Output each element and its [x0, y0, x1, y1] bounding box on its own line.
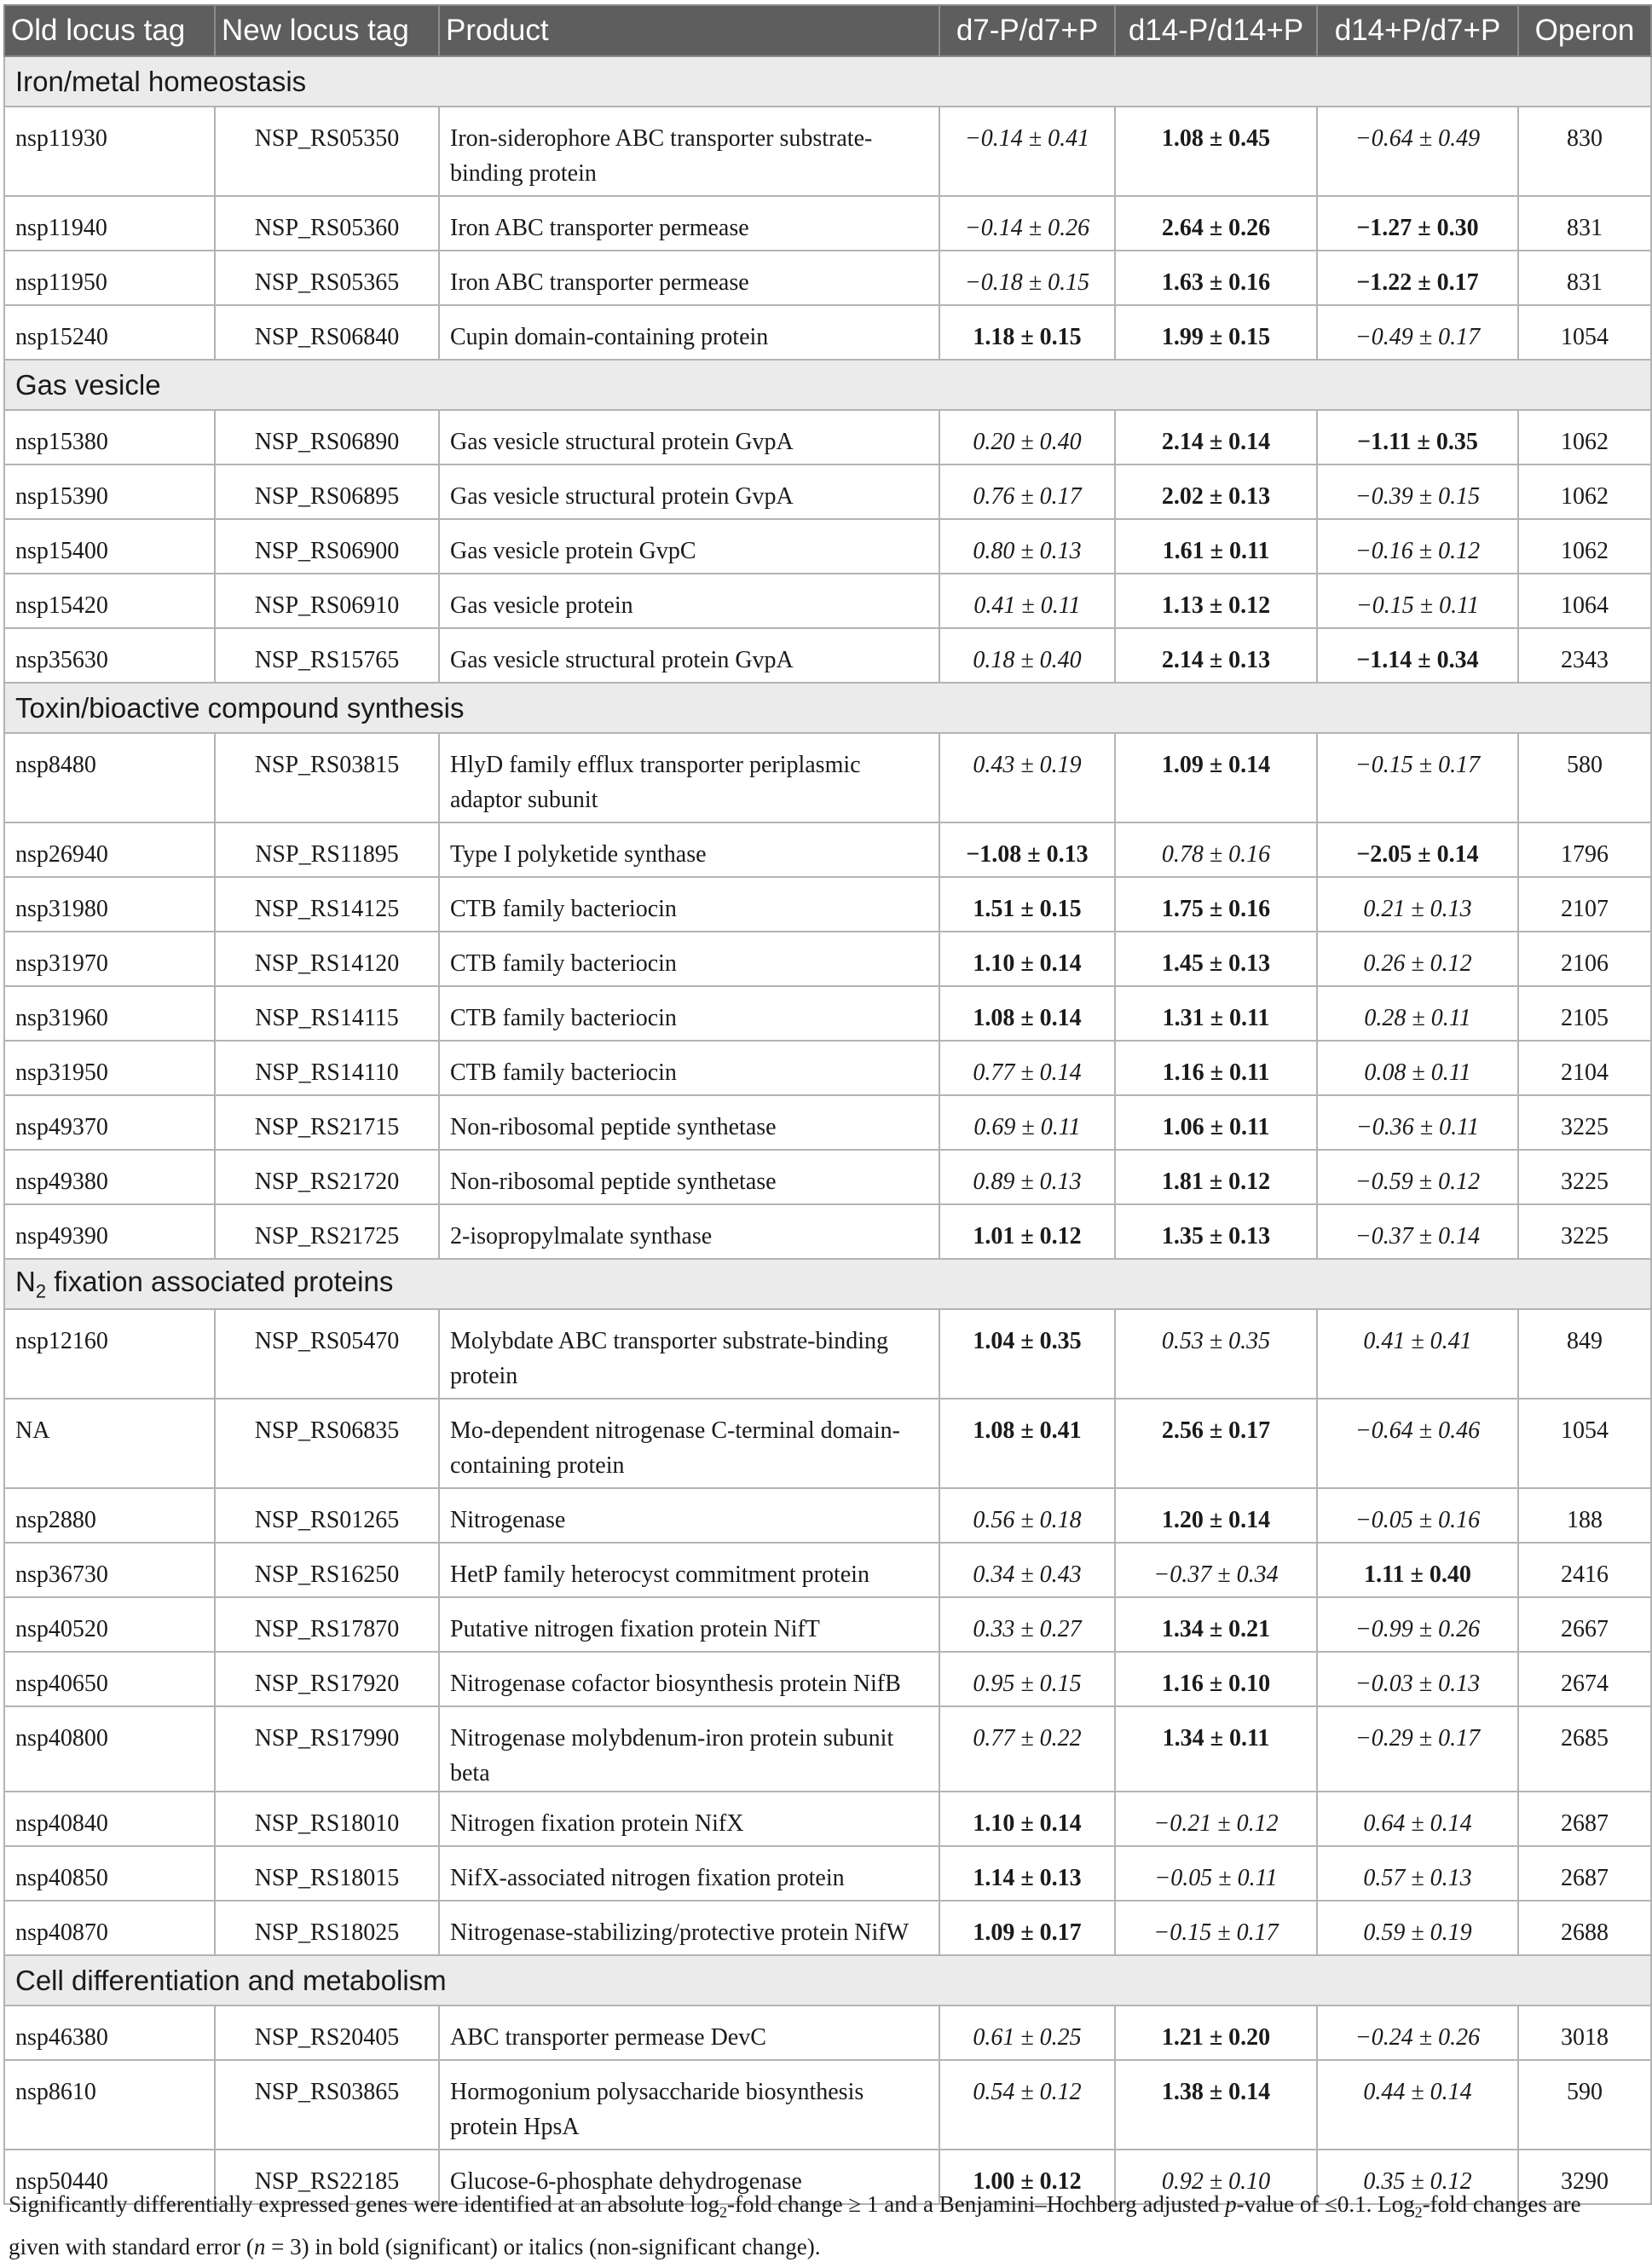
product-cell: Gas vesicle protein — [439, 574, 939, 628]
old-locus-tag-cell: nsp2880 — [4, 1488, 215, 1543]
d7-value-cell: 1.08 ± 0.14 — [939, 986, 1115, 1041]
d14-d7-value-cell: 0.28 ± 0.11 — [1317, 986, 1518, 1041]
table-row — [4, 1204, 1651, 1259]
product-cell: CTB family bacteriocin — [439, 986, 939, 1041]
d14-value-cell: 2.56 ± 0.17 — [1115, 1399, 1317, 1488]
d14-value-cell: 1.34 ± 0.21 — [1115, 1597, 1317, 1652]
product-cell: Type I polyketide synthase — [439, 822, 939, 877]
section-title-text: Cell differentiation and metabolism — [15, 1964, 447, 1996]
d14-value-cell: 1.38 ± 0.14 — [1115, 2060, 1317, 2150]
old-locus-tag-cell: nsp31960 — [4, 986, 215, 1041]
header-d14-vs-d7: d14+P/d7+P — [1317, 5, 1518, 56]
d14-d7-value-cell: −0.99 ± 0.26 — [1317, 1597, 1518, 1652]
product-cell: Non-ribosomal peptide synthetase — [439, 1095, 939, 1150]
operon-cell: 3225 — [1518, 1095, 1651, 1150]
d14-d7-value-cell: 0.44 ± 0.14 — [1317, 2060, 1518, 2150]
d14-d7-value-cell: −0.39 ± 0.15 — [1317, 465, 1518, 519]
old-locus-tag-cell: nsp8610 — [4, 2060, 215, 2150]
d14-d7-value-cell: −0.64 ± 0.49 — [1317, 107, 1518, 196]
d7-value-cell: −0.14 ± 0.41 — [939, 107, 1115, 196]
old-locus-tag-cell: nsp31970 — [4, 932, 215, 986]
d14-value-cell: 1.99 ± 0.15 — [1115, 305, 1317, 360]
operon-cell: 1054 — [1518, 1399, 1651, 1488]
d7-value-cell: −0.14 ± 0.26 — [939, 196, 1115, 251]
old-locus-tag-cell: nsp31950 — [4, 1041, 215, 1095]
section-row — [4, 360, 1651, 410]
new-locus-tag-cell: NSP_RS06835 — [215, 1399, 439, 1488]
operon-cell: 2343 — [1518, 628, 1651, 683]
new-locus-tag-cell: NSP_RS21715 — [215, 1095, 439, 1150]
table-row — [4, 1901, 1651, 1955]
d7-value-cell: 1.18 ± 0.15 — [939, 305, 1115, 360]
d14-value-cell: 2.14 ± 0.13 — [1115, 628, 1317, 683]
operon-cell: 1062 — [1518, 465, 1651, 519]
old-locus-tag-cell: nsp12160 — [4, 1309, 215, 1399]
operon-cell: 3225 — [1518, 1204, 1651, 1259]
d14-value-cell: −0.21 ± 0.12 — [1115, 1792, 1317, 1846]
operon-cell: 2667 — [1518, 1597, 1651, 1652]
footnote-subscript: 2 — [719, 2203, 727, 2221]
d14-d7-value-cell: 0.35 ± 0.12 — [1317, 2150, 1518, 2204]
d7-value-cell: 1.14 ± 0.13 — [939, 1846, 1115, 1901]
d7-value-cell: 0.80 ± 0.13 — [939, 519, 1115, 574]
d7-value-cell: 1.04 ± 0.35 — [939, 1309, 1115, 1399]
operon-cell: 830 — [1518, 107, 1651, 196]
d14-d7-value-cell: −1.22 ± 0.17 — [1317, 251, 1518, 305]
new-locus-tag-cell: NSP_RS03865 — [215, 2060, 439, 2150]
new-locus-tag-cell: NSP_RS18010 — [215, 1792, 439, 1846]
table-row — [4, 574, 1651, 628]
section-title — [4, 683, 1651, 733]
operon-cell: 3018 — [1518, 2005, 1651, 2060]
d14-value-cell: 1.09 ± 0.14 — [1115, 733, 1317, 822]
product-cell: Nitrogenase-stabilizing/protective protein NifW — [439, 1901, 939, 1955]
table-row — [4, 1399, 1651, 1488]
d14-d7-value-cell: 0.26 ± 0.12 — [1317, 932, 1518, 986]
product-cell: Nitrogenase molybdenum-iron protein subunit beta — [439, 1706, 939, 1792]
product-cell: Hormogonium polysaccharide biosynthesis protein HpsA — [439, 2060, 939, 2150]
d14-value-cell: −0.15 ± 0.17 — [1115, 1901, 1317, 1955]
table-row — [4, 733, 1651, 822]
d7-value-cell: 0.41 ± 0.11 — [939, 574, 1115, 628]
product-cell: Iron-siderophore ABC transporter substrate-binding protein — [439, 107, 939, 196]
d7-value-cell: 1.00 ± 0.12 — [939, 2150, 1115, 2204]
table-row — [4, 1095, 1651, 1150]
product-cell: CTB family bacteriocin — [439, 877, 939, 932]
old-locus-tag-cell: nsp49370 — [4, 1095, 215, 1150]
d14-value-cell: 1.06 ± 0.11 — [1115, 1095, 1317, 1150]
d7-value-cell: 0.77 ± 0.14 — [939, 1041, 1115, 1095]
d14-value-cell: 0.53 ± 0.35 — [1115, 1309, 1317, 1399]
d14-d7-value-cell: −0.49 ± 0.17 — [1317, 305, 1518, 360]
product-cell: Nitrogenase cofactor biosynthesis protein NifB — [439, 1652, 939, 1706]
product-cell: HetP family heterocyst commitment protein — [439, 1543, 939, 1597]
old-locus-tag-cell: nsp40650 — [4, 1652, 215, 1706]
d14-d7-value-cell: 0.59 ± 0.19 — [1317, 1901, 1518, 1955]
product-cell: HlyD family efflux transporter periplasmic adaptor subunit — [439, 733, 939, 822]
header-d7: d7-P/d7+P — [939, 5, 1115, 56]
product-cell: Gas vesicle structural protein GvpA — [439, 465, 939, 519]
product-cell: Iron ABC transporter permease — [439, 196, 939, 251]
operon-cell: 1062 — [1518, 519, 1651, 574]
d7-value-cell: 1.51 ± 0.15 — [939, 877, 1115, 932]
old-locus-tag-cell: nsp40870 — [4, 1901, 215, 1955]
old-locus-tag-cell: nsp49390 — [4, 1204, 215, 1259]
old-locus-tag-cell: nsp40800 — [4, 1706, 215, 1792]
d14-d7-value-cell: −1.14 ± 0.34 — [1317, 628, 1518, 683]
product-cell: Mo-dependent nitrogenase C-terminal domain-containing protein — [439, 1399, 939, 1488]
d7-value-cell: 1.09 ± 0.17 — [939, 1901, 1115, 1955]
table-row — [4, 305, 1651, 360]
section-title-text: Toxin/bioactive compound synthesis — [15, 691, 465, 724]
table-row — [4, 1652, 1651, 1706]
product-cell: Nitrogenase — [439, 1488, 939, 1543]
d14-value-cell: 2.64 ± 0.26 — [1115, 196, 1317, 251]
d14-d7-value-cell: −0.24 ± 0.26 — [1317, 2005, 1518, 2060]
old-locus-tag-cell: nsp26940 — [4, 822, 215, 877]
old-locus-tag-cell: nsp15380 — [4, 410, 215, 465]
table-footnote — [9, 2187, 1637, 2265]
new-locus-tag-cell: NSP_RS05360 — [215, 196, 439, 251]
table-row — [4, 628, 1651, 683]
d14-value-cell: 0.92 ± 0.10 — [1115, 2150, 1317, 2204]
d14-value-cell: 1.16 ± 0.11 — [1115, 1041, 1317, 1095]
table-row — [4, 822, 1651, 877]
new-locus-tag-cell: NSP_RS20405 — [215, 2005, 439, 2060]
footnote-subscript: 2 — [1414, 2203, 1423, 2221]
operon-cell: 2687 — [1518, 1846, 1651, 1901]
operon-cell: 3225 — [1518, 1150, 1651, 1204]
product-cell: Non-ribosomal peptide synthetase — [439, 1150, 939, 1204]
d7-value-cell: 0.20 ± 0.40 — [939, 410, 1115, 465]
product-cell: Gas vesicle structural protein GvpA — [439, 628, 939, 683]
product-cell: 2-isopropylmalate synthase — [439, 1204, 939, 1259]
new-locus-tag-cell: NSP_RS14115 — [215, 986, 439, 1041]
operon-cell: 1796 — [1518, 822, 1651, 877]
table-row — [4, 465, 1651, 519]
new-locus-tag-cell: NSP_RS05470 — [215, 1309, 439, 1399]
operon-cell: 1064 — [1518, 574, 1651, 628]
operon-cell: 1054 — [1518, 305, 1651, 360]
table-row — [4, 986, 1651, 1041]
footnote-variable: n — [253, 2234, 266, 2260]
new-locus-tag-cell: NSP_RS05365 — [215, 251, 439, 305]
new-locus-tag-cell: NSP_RS18015 — [215, 1846, 439, 1901]
d14-d7-value-cell: −0.16 ± 0.12 — [1317, 519, 1518, 574]
d7-value-cell: 0.56 ± 0.18 — [939, 1488, 1115, 1543]
d14-d7-value-cell: −0.37 ± 0.14 — [1317, 1204, 1518, 1259]
operon-cell: 2416 — [1518, 1543, 1651, 1597]
table-row — [4, 2060, 1651, 2150]
d14-value-cell: −0.37 ± 0.34 — [1115, 1543, 1317, 1597]
section-title-text: Iron/metal homeostasis — [15, 65, 307, 97]
old-locus-tag-cell: NA — [4, 1399, 215, 1488]
d7-value-cell: 0.89 ± 0.13 — [939, 1150, 1115, 1204]
table-row — [4, 1792, 1651, 1846]
new-locus-tag-cell: NSP_RS17990 — [215, 1706, 439, 1792]
product-cell: CTB family bacteriocin — [439, 1041, 939, 1095]
table-row — [4, 1150, 1651, 1204]
d7-value-cell: −1.08 ± 0.13 — [939, 822, 1115, 877]
new-locus-tag-cell: NSP_RS18025 — [215, 1901, 439, 1955]
d14-value-cell: 1.08 ± 0.45 — [1115, 107, 1317, 196]
new-locus-tag-cell: NSP_RS06890 — [215, 410, 439, 465]
d14-d7-value-cell: 1.11 ± 0.40 — [1317, 1543, 1518, 1597]
d14-d7-value-cell: 0.57 ± 0.13 — [1317, 1846, 1518, 1901]
d14-d7-value-cell: −0.15 ± 0.17 — [1317, 733, 1518, 822]
header-d14: d14-P/d14+P — [1115, 5, 1317, 56]
operon-cell: 831 — [1518, 251, 1651, 305]
d14-d7-value-cell: −0.36 ± 0.11 — [1317, 1095, 1518, 1150]
old-locus-tag-cell: nsp31980 — [4, 877, 215, 932]
new-locus-tag-cell: NSP_RS17870 — [215, 1597, 439, 1652]
table-row — [4, 196, 1651, 251]
d14-d7-value-cell: 0.64 ± 0.14 — [1317, 1792, 1518, 1846]
d14-value-cell: 2.02 ± 0.13 — [1115, 465, 1317, 519]
section-row — [4, 1259, 1651, 1309]
d14-d7-value-cell: −2.05 ± 0.14 — [1317, 822, 1518, 877]
new-locus-tag-cell: NSP_RS16250 — [215, 1543, 439, 1597]
d14-value-cell: −0.05 ± 0.11 — [1115, 1846, 1317, 1901]
d7-value-cell: 1.01 ± 0.12 — [939, 1204, 1115, 1259]
footnote-text: = 3) in bold (significant) or italics (non-significant change). — [265, 2234, 821, 2260]
old-locus-tag-cell: nsp40850 — [4, 1846, 215, 1901]
table-header — [4, 5, 1651, 56]
section-title-subscript: 2 — [35, 1280, 47, 1302]
section-title-text-rest: fixation associated proteins — [46, 1265, 394, 1297]
product-cell: Iron ABC transporter permease — [439, 251, 939, 305]
header-old-locus-tag: Old locus tag — [4, 5, 215, 56]
table-row — [4, 1309, 1651, 1399]
new-locus-tag-cell: NSP_RS06900 — [215, 519, 439, 574]
footnote-variable: p — [1225, 2191, 1237, 2217]
table-row — [4, 1706, 1651, 1792]
section-title — [4, 360, 1651, 410]
new-locus-tag-cell: NSP_RS14120 — [215, 932, 439, 986]
d14-value-cell: 1.34 ± 0.11 — [1115, 1706, 1317, 1792]
d7-value-cell: 0.77 ± 0.22 — [939, 1706, 1115, 1792]
operon-cell: 2674 — [1518, 1652, 1651, 1706]
operon-cell: 580 — [1518, 733, 1651, 822]
operon-cell: 2685 — [1518, 1706, 1651, 1792]
new-locus-tag-cell: NSP_RS21720 — [215, 1150, 439, 1204]
d14-value-cell: 1.61 ± 0.11 — [1115, 519, 1317, 574]
old-locus-tag-cell: nsp15240 — [4, 305, 215, 360]
new-locus-tag-cell: NSP_RS11895 — [215, 822, 439, 877]
d14-value-cell: 1.21 ± 0.20 — [1115, 2005, 1317, 2060]
old-locus-tag-cell: nsp8480 — [4, 733, 215, 822]
d14-d7-value-cell: 0.41 ± 0.41 — [1317, 1309, 1518, 1399]
product-cell: Gas vesicle protein GvpC — [439, 519, 939, 574]
old-locus-tag-cell: nsp11950 — [4, 251, 215, 305]
d14-d7-value-cell: −0.05 ± 0.16 — [1317, 1488, 1518, 1543]
old-locus-tag-cell: nsp11940 — [4, 196, 215, 251]
table-row — [4, 2005, 1651, 2060]
operon-cell: 2688 — [1518, 1901, 1651, 1955]
d7-value-cell: 1.10 ± 0.14 — [939, 1792, 1115, 1846]
operon-cell: 590 — [1518, 2060, 1651, 2150]
header-product: Product — [439, 5, 939, 56]
d7-value-cell: 0.18 ± 0.40 — [939, 628, 1115, 683]
old-locus-tag-cell: nsp35630 — [4, 628, 215, 683]
new-locus-tag-cell: NSP_RS15765 — [215, 628, 439, 683]
old-locus-tag-cell: nsp50440 — [4, 2150, 215, 2204]
d14-value-cell: 1.31 ± 0.11 — [1115, 986, 1317, 1041]
operon-cell: 2687 — [1518, 1792, 1651, 1846]
old-locus-tag-cell: nsp15420 — [4, 574, 215, 628]
new-locus-tag-cell: NSP_RS05350 — [215, 107, 439, 196]
section-row — [4, 1955, 1651, 2005]
table-row — [4, 410, 1651, 465]
section-title-text: N — [15, 1265, 36, 1297]
d7-value-cell: 1.08 ± 0.41 — [939, 1399, 1115, 1488]
d7-value-cell: 0.69 ± 0.11 — [939, 1095, 1115, 1150]
product-cell: Molybdate ABC transporter substrate-binding protein — [439, 1309, 939, 1399]
product-cell: Glucose-6-phosphate dehydrogenase — [439, 2150, 939, 2204]
new-locus-tag-cell: NSP_RS22185 — [215, 2150, 439, 2204]
product-cell: Gas vesicle structural protein GvpA — [439, 410, 939, 465]
new-locus-tag-cell: NSP_RS06910 — [215, 574, 439, 628]
d7-value-cell: 0.76 ± 0.17 — [939, 465, 1115, 519]
section-row — [4, 683, 1651, 733]
d14-value-cell: 1.63 ± 0.16 — [1115, 251, 1317, 305]
new-locus-tag-cell: NSP_RS03815 — [215, 733, 439, 822]
section-title — [4, 56, 1651, 107]
old-locus-tag-cell: nsp11930 — [4, 107, 215, 196]
old-locus-tag-cell: nsp46380 — [4, 2005, 215, 2060]
header-new-locus-tag: New locus tag — [215, 5, 439, 56]
operon-cell: 849 — [1518, 1309, 1651, 1399]
d14-d7-value-cell: −1.27 ± 0.30 — [1317, 196, 1518, 251]
new-locus-tag-cell: NSP_RS17920 — [215, 1652, 439, 1706]
table-body — [4, 56, 1651, 2204]
old-locus-tag-cell: nsp40520 — [4, 1597, 215, 1652]
d14-value-cell: 2.14 ± 0.14 — [1115, 410, 1317, 465]
table-row — [4, 877, 1651, 932]
old-locus-tag-cell: nsp40840 — [4, 1792, 215, 1846]
section-row — [4, 56, 1651, 107]
table-row — [4, 251, 1651, 305]
d7-value-cell: 0.95 ± 0.15 — [939, 1652, 1115, 1706]
operon-cell: 2105 — [1518, 986, 1651, 1041]
operon-cell: 831 — [1518, 196, 1651, 251]
old-locus-tag-cell: nsp49380 — [4, 1150, 215, 1204]
d14-value-cell: 1.35 ± 0.13 — [1115, 1204, 1317, 1259]
footnote-text: Significantly differentially expressed genes were identified at an absolute log — [9, 2191, 719, 2217]
d7-value-cell: 0.61 ± 0.25 — [939, 2005, 1115, 2060]
table-row — [4, 1543, 1651, 1597]
d7-value-cell: 0.33 ± 0.27 — [939, 1597, 1115, 1652]
new-locus-tag-cell: NSP_RS14110 — [215, 1041, 439, 1095]
table-row — [4, 1488, 1651, 1543]
footnote-text: -value of ≤0.1. Log — [1236, 2191, 1415, 2217]
product-cell: ABC transporter permease DevC — [439, 2005, 939, 2060]
product-cell: Cupin domain-containing protein — [439, 305, 939, 360]
old-locus-tag-cell: nsp15400 — [4, 519, 215, 574]
product-cell: NifX-associated nitrogen fixation protein — [439, 1846, 939, 1901]
d14-d7-value-cell: 0.08 ± 0.11 — [1317, 1041, 1518, 1095]
d14-d7-value-cell: −0.59 ± 0.12 — [1317, 1150, 1518, 1204]
d14-value-cell: 1.16 ± 0.10 — [1115, 1652, 1317, 1706]
d14-d7-value-cell: −0.29 ± 0.17 — [1317, 1706, 1518, 1792]
d7-value-cell: 0.54 ± 0.12 — [939, 2060, 1115, 2150]
d7-value-cell: 0.34 ± 0.43 — [939, 1543, 1115, 1597]
operon-cell: 1062 — [1518, 410, 1651, 465]
table-row — [4, 107, 1651, 196]
old-locus-tag-cell: nsp36730 — [4, 1543, 215, 1597]
d7-value-cell: 0.43 ± 0.19 — [939, 733, 1115, 822]
new-locus-tag-cell: NSP_RS01265 — [215, 1488, 439, 1543]
operon-cell: 2107 — [1518, 877, 1651, 932]
d14-d7-value-cell: −1.11 ± 0.35 — [1317, 410, 1518, 465]
d7-value-cell: −0.18 ± 0.15 — [939, 251, 1115, 305]
old-locus-tag-cell: nsp15390 — [4, 465, 215, 519]
new-locus-tag-cell: NSP_RS06895 — [215, 465, 439, 519]
footnote-text: -fold changes are given with standard error ( — [9, 2191, 1581, 2260]
table-row — [4, 932, 1651, 986]
d14-d7-value-cell: −0.64 ± 0.46 — [1317, 1399, 1518, 1488]
d14-value-cell: 1.45 ± 0.13 — [1115, 932, 1317, 986]
product-cell: CTB family bacteriocin — [439, 932, 939, 986]
d14-value-cell: 1.20 ± 0.14 — [1115, 1488, 1317, 1543]
header-operon: Operon — [1518, 5, 1651, 56]
table-row — [4, 1041, 1651, 1095]
section-title-text: Gas vesicle — [15, 368, 161, 401]
d14-value-cell: 1.75 ± 0.16 — [1115, 877, 1317, 932]
d14-d7-value-cell: 0.21 ± 0.13 — [1317, 877, 1518, 932]
product-cell: Putative nitrogen fixation protein NifT — [439, 1597, 939, 1652]
header-row — [4, 5, 1651, 56]
d14-value-cell: 1.81 ± 0.12 — [1115, 1150, 1317, 1204]
product-cell: Nitrogen fixation protein NifX — [439, 1792, 939, 1846]
new-locus-tag-cell: NSP_RS06840 — [215, 305, 439, 360]
footnote-text: -fold change ≥ 1 and a Benjamini–Hochberg adjusted — [726, 2191, 1226, 2217]
d14-value-cell: 0.78 ± 0.16 — [1115, 822, 1317, 877]
operon-cell: 2106 — [1518, 932, 1651, 986]
d14-d7-value-cell: −0.15 ± 0.11 — [1317, 574, 1518, 628]
operon-cell: 2104 — [1518, 1041, 1651, 1095]
d7-value-cell: 1.10 ± 0.14 — [939, 932, 1115, 986]
d14-value-cell: 1.13 ± 0.12 — [1115, 574, 1317, 628]
table-row — [4, 1597, 1651, 1652]
expression-table — [3, 4, 1652, 2205]
section-title — [4, 1955, 1651, 2005]
table-row — [4, 519, 1651, 574]
d14-d7-value-cell: −0.03 ± 0.13 — [1317, 1652, 1518, 1706]
table-row — [4, 1846, 1651, 1901]
section-title — [4, 1259, 1651, 1309]
operon-cell: 3290 — [1518, 2150, 1651, 2204]
new-locus-tag-cell: NSP_RS14125 — [215, 877, 439, 932]
operon-cell: 188 — [1518, 1488, 1651, 1543]
new-locus-tag-cell: NSP_RS21725 — [215, 1204, 439, 1259]
